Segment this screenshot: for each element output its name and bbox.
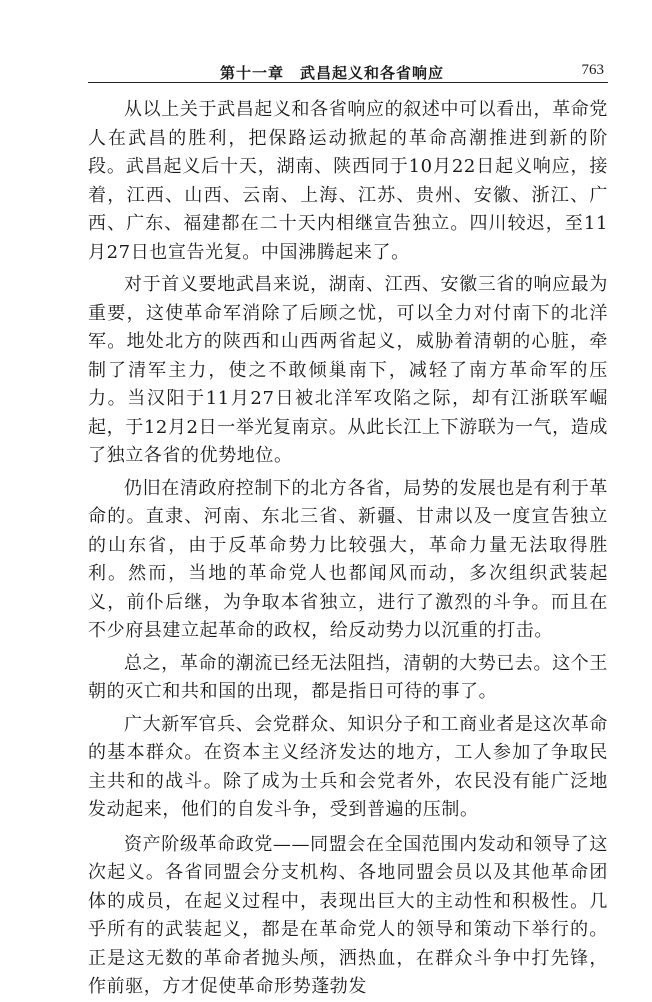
paragraph-1: 从以上关于武昌起义和各省响应的叙述中可以看出，革命党人在武昌的胜利，把保路运动掀起的革命高潮推进到新的阶段。武昌起义后十天，湖南、陕西同于10月22日起义响应，接着，江西、山西、云南、上海、江苏、贵州、安徽、浙江、广西、广东、福建都在二十天内相继宣告独立。四川较迟，至11月27日也宣告光复。中国沸腾起来了。 (88, 99, 608, 263)
body-text (88, 96, 608, 1002)
chapter-running-title: 第十一章 武昌起义和各省响应 (220, 64, 445, 82)
paragraph-2: 对于首义要地武昌来说，湖南、江西、安徽三省的响应最为重要，这使革命军消除了后顾之忧，可以全力对付南下的北洋军。地处北方的陕西和山西两省起义，威胁着清朝的心脏，牵制了清军主力，使之不敢倾巢南下，减轻了南方革命军的压力。当汉阳于11月27日被北洋军攻陷之际，却有江浙联军崛起，于12月2日一举光复南京。从此长江上下游联为一气，造成了独立各省的优势地位。 (88, 274, 608, 466)
running-head (88, 58, 608, 84)
paragraph-6: 资产阶级革命政党——同盟会在全国范围内发动和领导了这次起义。各省同盟会分支机构、各地同盟会员以及其他革命团体的成员，在起义过程中，表现出巨大的主动性和积极性。几乎所有的武装起义，都是在革命党人的领导和策动下举行的。正是这无数的革命者抛头颅，洒热血，在群众斗争中打先锋，作前驱，方才促使革命形势蓬勃发 (88, 833, 608, 997)
header-rule (88, 82, 608, 83)
page-number: 763 (581, 62, 604, 78)
paragraph-4: 总之，革命的潮流已经无法阻挡，清朝的大势已去。这个王朝的灭亡和共和国的出现，都是指日可待的事了。 (88, 652, 608, 702)
paragraph-3: 仍旧在清政府控制下的北方各省，局势的发展也是有利于革命的。直隶、河南、东北三省、新疆、甘肃以及一度宣告独立的山东省，由于反革命势力比较强大，革命力量无法取得胜利。然而，当地的革命党人也都闻风而动，多次组织武装起义，前仆后继，为争取本省独立，进行了激烈的斗争。而且在不少府县建立起革命的政权，给反动势力以沉重的打击。 (88, 477, 608, 641)
paragraph-5: 广大新军官兵、会党群众、知识分子和工商业者是这次革命的基本群众。在资本主义经济发达的地方，工人参加了争取民主共和的战斗。除了成为士兵和会党者外，农民没有能广泛地发动起来，他们的自发斗争，受到普遍的压制。 (88, 713, 608, 820)
